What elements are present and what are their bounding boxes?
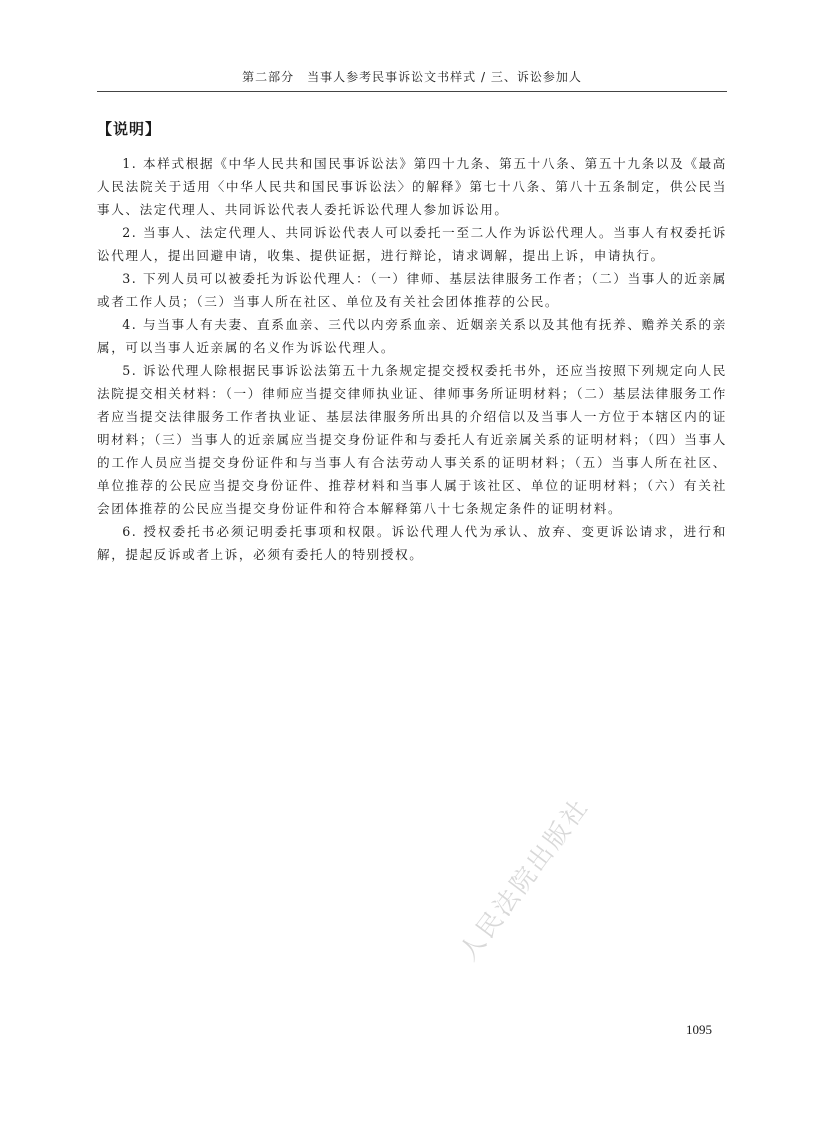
paragraph-3: 3. 下列人员可以被委托为诉讼代理人：（一）律师、基层法律服务工作者；（二）当事人的近亲属或者工作人员；（三）当事人所在社区、单位及有关社会团体推荐的公民。 xyxy=(97,271,727,309)
paragraph-1: 1. 本样式根据《中华人民共和国民事诉讼法》第四十九条、第五十八条、第五十九条以及《最高人民法院关于适用〈中华人民共和国民事诉讼法〉的解释》第七十八条、第八十五条制定，供公民当事人、法定代理人、共同诉讼代表人委托诉讼代理人参加诉讼用。 xyxy=(97,156,727,217)
running-header: 第二部分 当事人参考民事诉讼文书样式 / 三、诉讼参加人 xyxy=(242,70,582,84)
section-title: 【说明】 xyxy=(97,120,162,138)
paragraph-5: 5. 诉讼代理人除根据民事诉讼法第五十九条规定提交授权委托书外，还应当按照下列规定向人民法院提交相关材料：（一）律师应当提交律师执业证、律师事务所证明材料；（二）基层法律服务工作者应当提交法律服务工作者执业证、基层法律服务所出具的介绍信以及当事人一方位于本辖区内的证明材料；（三）当事人的近亲属应当提交身份证件和与委托人有近亲属关系的证明材料；（四）当事人的工作人员应当提交身份证件和与当事人有合法劳动人事关系的证明材料；（五）当事人所在社区、单位推荐的公民应当提交身份证件、推荐材料和当事人属于该社区、单位的证明材料；（六）有关社会团体推荐的公民应当提交身份证件和符合本解释第八十七条规定条件的证明材料。 xyxy=(97,363,727,516)
paragraph-4: 4. 与当事人有夫妻、直系血亲、三代以内旁系血亲、近姻亲关系以及其他有抚养、赡养关系的亲属，可以当事人近亲属的名义作为诉讼代理人。 xyxy=(97,317,727,355)
paragraph-6: 6. 授权委托书必须记明委托事项和权限。诉讼代理人代为承认、放弃、变更诉讼请求，进行和解，提起反诉或者上诉，必须有委托人的特别授权。 xyxy=(97,524,727,562)
header-divider xyxy=(97,91,727,92)
paragraph-2: 2. 当事人、法定代理人、共同诉讼代表人可以委托一至二人作为诉讼代理人。当事人有权委托诉讼代理人，提出回避申请，收集、提供证据，进行辩论，请求调解，提出上诉，申请执行。 xyxy=(97,225,727,263)
instructions-body xyxy=(97,152,727,566)
publisher-watermark: 人民法院出版社 xyxy=(453,791,595,966)
page-number: 1095 xyxy=(686,1022,712,1037)
